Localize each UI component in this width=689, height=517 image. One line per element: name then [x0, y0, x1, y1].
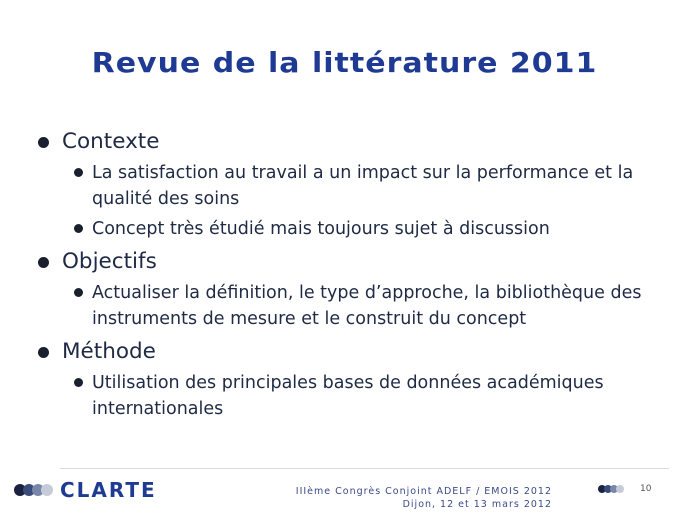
bullet-icon: [74, 168, 83, 177]
bullet-icon: [74, 224, 83, 233]
sub-bullet: [38, 160, 669, 212]
sub-bullet: [38, 216, 669, 242]
bullet-contexte: [38, 128, 669, 156]
footer-event-info: [296, 485, 552, 511]
page-number: 10: [640, 484, 652, 494]
footer-divider: [60, 468, 669, 469]
sub-bullet-text: Utilisation des principales bases de données académiques internationales: [92, 373, 604, 419]
slide-title: Revue de la littérature 2011: [91, 47, 598, 80]
sub-bullet-text: Concept très étudié mais toujours sujet à discussion: [92, 219, 550, 239]
bullet-icon: [38, 137, 49, 148]
page-dots: [598, 485, 622, 493]
bullet-icon: [38, 257, 49, 268]
footer-event-line: IIIème Congrès Conjoint ADELF / EMOIS 2012: [295, 486, 552, 497]
bullet-objectifs: [38, 248, 669, 276]
sub-bullet: [38, 280, 669, 332]
sub-bullet-text: Actualiser la définition, le type d’approche, la bibliothèque des instruments de mesure et le construit du concept: [92, 283, 642, 329]
logo-dot-icon: [41, 484, 53, 496]
bullet-methode: [38, 338, 669, 366]
slide-content: [38, 122, 669, 422]
bullet-icon: [74, 378, 83, 387]
footer-event-date: Dijon, 12 et 13 mars 2012: [402, 499, 552, 510]
clarte-logo: [14, 478, 157, 502]
bullet-heading: Méthode: [62, 339, 156, 364]
logo-text: CLARTE: [60, 478, 157, 502]
sub-bullet-text: La satisfaction au travail a un impact sur la performance et la qualité des soins: [92, 163, 634, 209]
bullet-icon: [38, 347, 49, 358]
sub-bullet: [38, 370, 669, 422]
page-dot-icon: [616, 485, 624, 493]
bullet-heading: Contexte: [62, 129, 160, 154]
bullet-heading: Objectifs: [62, 249, 157, 274]
bullet-icon: [74, 288, 83, 297]
